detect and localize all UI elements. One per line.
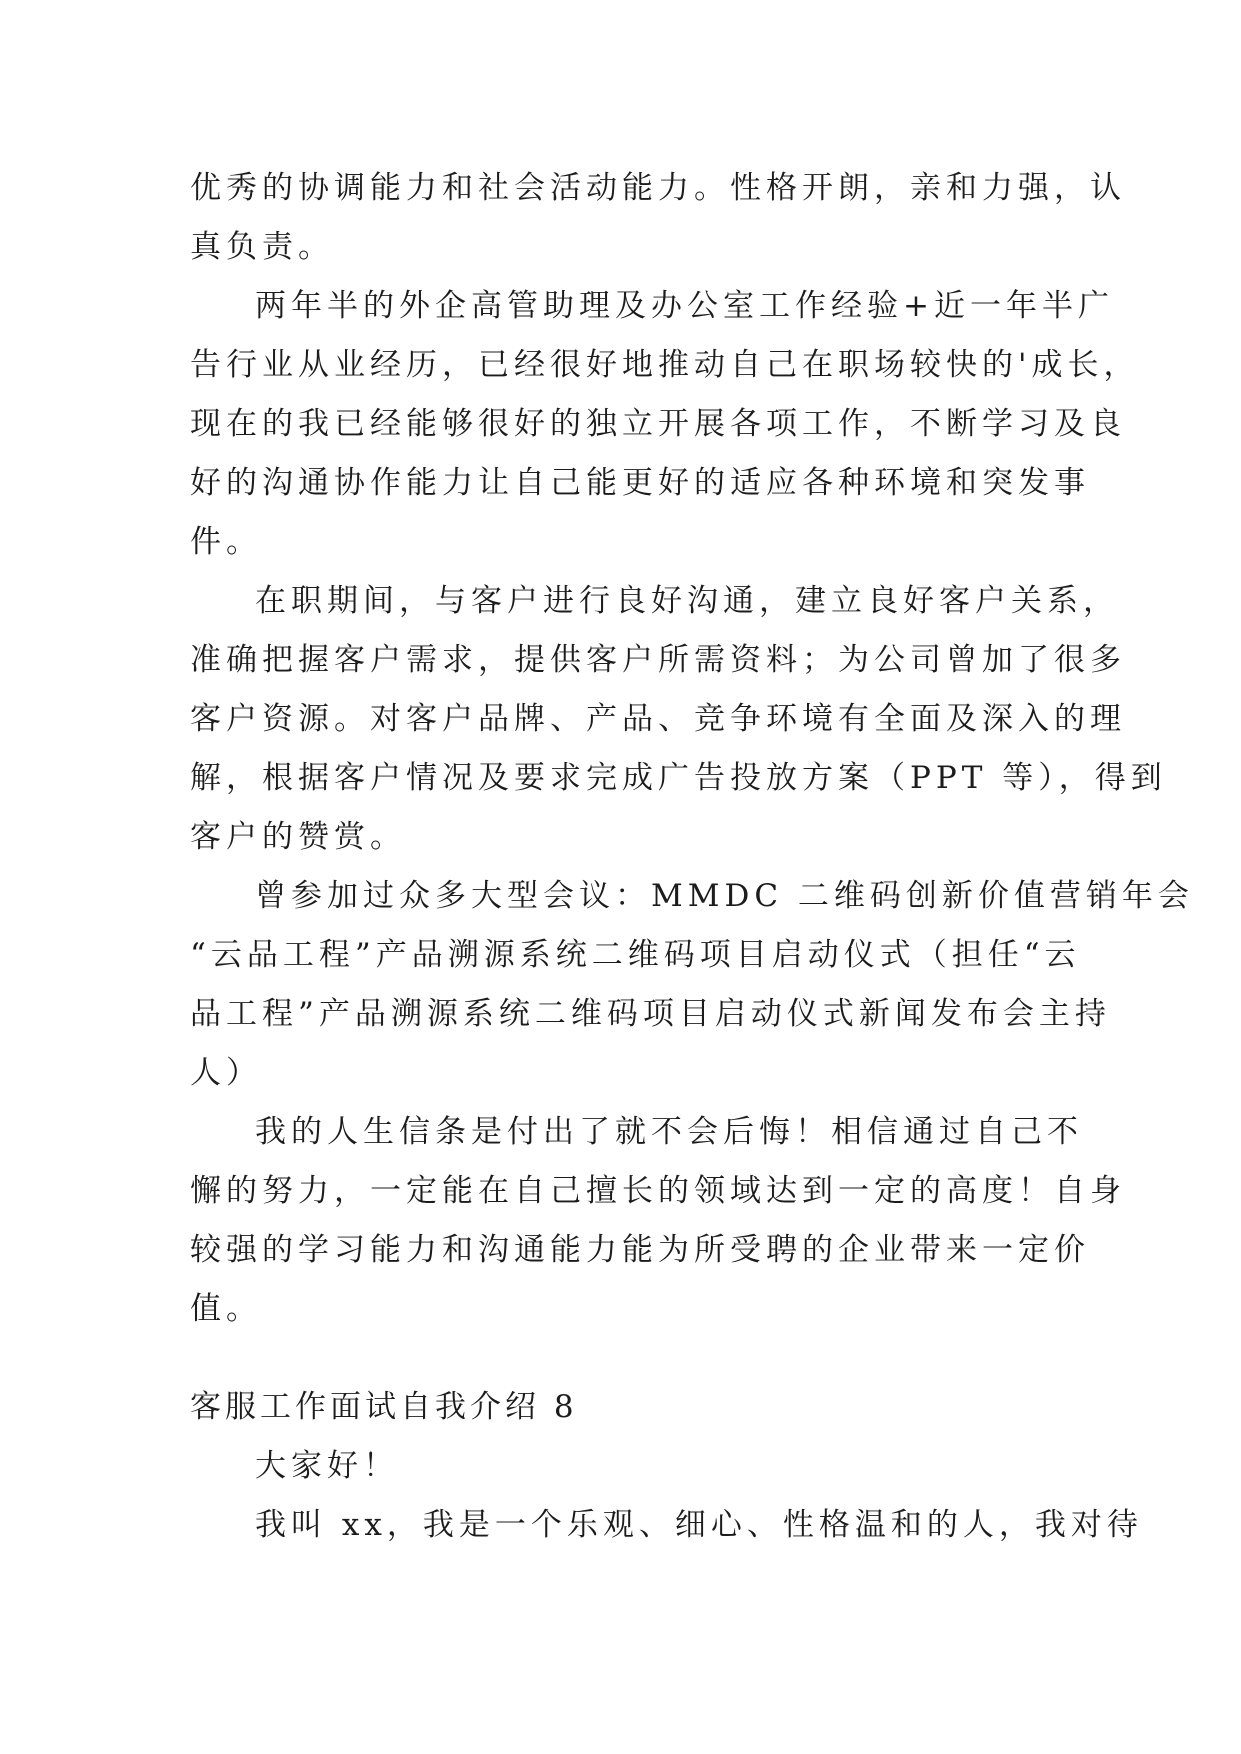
- paragraph-first-line: 曾参加过众多大型会议：MMDC 二维码创新价值营销年会: [255, 878, 1194, 914]
- paragraph-line: 客户资源。对客户品牌、产品、竞争环境有全面及深入的理: [190, 701, 1126, 737]
- paragraph-line: 解，根据客户情况及要求完成广告投放方案（PPT 等），得到: [190, 760, 1167, 796]
- paragraph-line: 真负责。: [190, 229, 334, 265]
- paragraph-line: 准确把握客户需求，提供客户所需资料；为公司曾加了很多: [190, 642, 1126, 678]
- paragraph-line: 人）: [190, 1055, 262, 1091]
- paragraph-line: 现在的我已经能够很好的独立开展各项工作，不断学习及良: [190, 406, 1126, 442]
- paragraph-first-line: 我叫 xx，我是一个乐观、细心、性格温和的人，我对待: [255, 1507, 1143, 1543]
- paragraph-line: “云品工程”产品溯源系统二维码项目启动仪式（担任“云: [190, 937, 1081, 973]
- paragraph-first-line: 两年半的外企高管助理及办公室工作经验+近一年半广: [255, 288, 1114, 324]
- paragraph-line: 告行业从业经历，已经很好地推动自己在职场较快的'成长，: [190, 347, 1140, 383]
- paragraph-first-line: 在职期间，与客户进行良好沟通，建立良好客户关系，: [255, 583, 1119, 619]
- paragraph-line: 优秀的协调能力和社会活动能力。性格开朗，亲和力强，认: [190, 170, 1126, 206]
- paragraph-line: 懈的努力，一定能在自己擅长的领域达到一定的高度！自身: [190, 1173, 1126, 1209]
- paragraph-line: 品工程”产品溯源系统二维码项目启动仪式新闻发布会主持: [190, 996, 1111, 1032]
- paragraph-line: 较强的学习能力和沟通能力能为所受聘的企业带来一定价: [190, 1232, 1090, 1268]
- greeting-line: 大家好！: [255, 1448, 399, 1484]
- paragraph-line: 值。: [190, 1291, 262, 1327]
- paragraph-line: 客户的赞赏。: [190, 819, 406, 855]
- paragraph-line: 件。: [190, 524, 262, 560]
- paragraph-first-line: 我的人生信条是付出了就不会后悔！相信通过自己不: [255, 1114, 1083, 1150]
- section-heading: 客服工作面试自我介绍 8: [190, 1389, 578, 1425]
- paragraph-line: 好的沟通协作能力让自己能更好的适应各种环境和突发事: [190, 465, 1090, 501]
